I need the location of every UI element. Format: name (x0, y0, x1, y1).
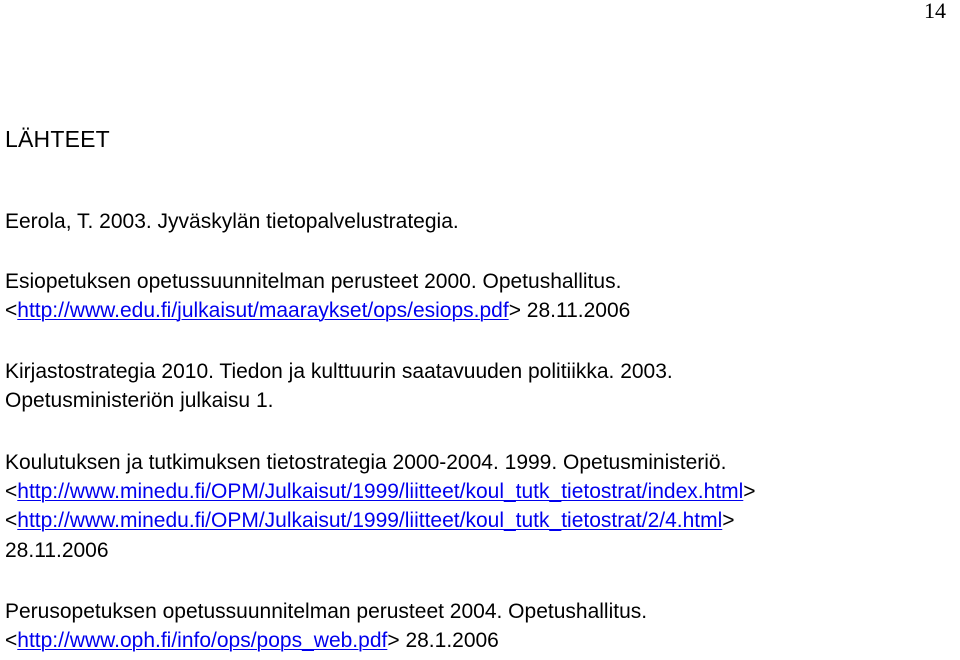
reference-koulutus-url1-line (5, 478, 756, 506)
reference-koulutus-title: Koulutuksen ja tutkimuksen tietostrategia 2000-2004. 1999. Opetusministeriö. (5, 451, 727, 474)
reference-koulutus-url2-line (5, 507, 735, 535)
reference-kirjastostrategia-publisher: Opetusministeriön julkaisu 1. (5, 389, 274, 412)
url-close-and-date: > 28.11.2006 (508, 299, 631, 322)
references-heading: LÄHTEET (5, 126, 110, 152)
reference-kirjastostrategia-title: Kirjastostrategia 2010. Tiedon ja kulttuurin saatavuuden politiikka. 2003. (5, 360, 673, 383)
url-open-bracket: < (5, 629, 18, 652)
reference-esiopetus-url-line (5, 297, 630, 325)
reference-perusopetus-title: Perusopetuksen opetussuunnitelman perusteet 2004. Opetushallitus. (5, 600, 648, 623)
koulutus-page-link[interactable]: http://www.minedu.fi/OPM/Julkaisut/1999/liitteet/koul_tutk_tietostrat/2/4.html (17, 509, 723, 532)
reference-esiopetus-title: Esiopetuksen opetussuunnitelman perusteet 2000. Opetushallitus. (5, 270, 622, 293)
esiopetus-link[interactable]: http://www.edu.fi/julkaisut/maaraykset/ops/esiops.pdf (17, 299, 509, 322)
koulutus-index-link[interactable]: http://www.minedu.fi/OPM/Julkaisut/1999/liitteet/koul_tutk_tietostrat/index.html (17, 480, 744, 503)
url-open-bracket: < (5, 299, 18, 322)
perusopetus-link[interactable]: http://www.oph.fi/info/ops/pops_web.pdf (17, 629, 388, 652)
reference-koulutus-date: 28.11.2006 (5, 539, 109, 562)
url-open-bracket: < (5, 480, 18, 503)
page-number: 14 (924, 0, 946, 23)
url-close-bracket: > (743, 480, 756, 503)
reference-eerola: Eerola, T. 2003. Jyväskylän tietopalvelustrategia. (5, 210, 459, 233)
reference-perusopetus-url-line (5, 627, 499, 655)
url-open-bracket: < (5, 509, 18, 532)
url-close-bracket: > (722, 509, 735, 532)
url-close-and-date: > 28.1.2006 (387, 629, 499, 652)
